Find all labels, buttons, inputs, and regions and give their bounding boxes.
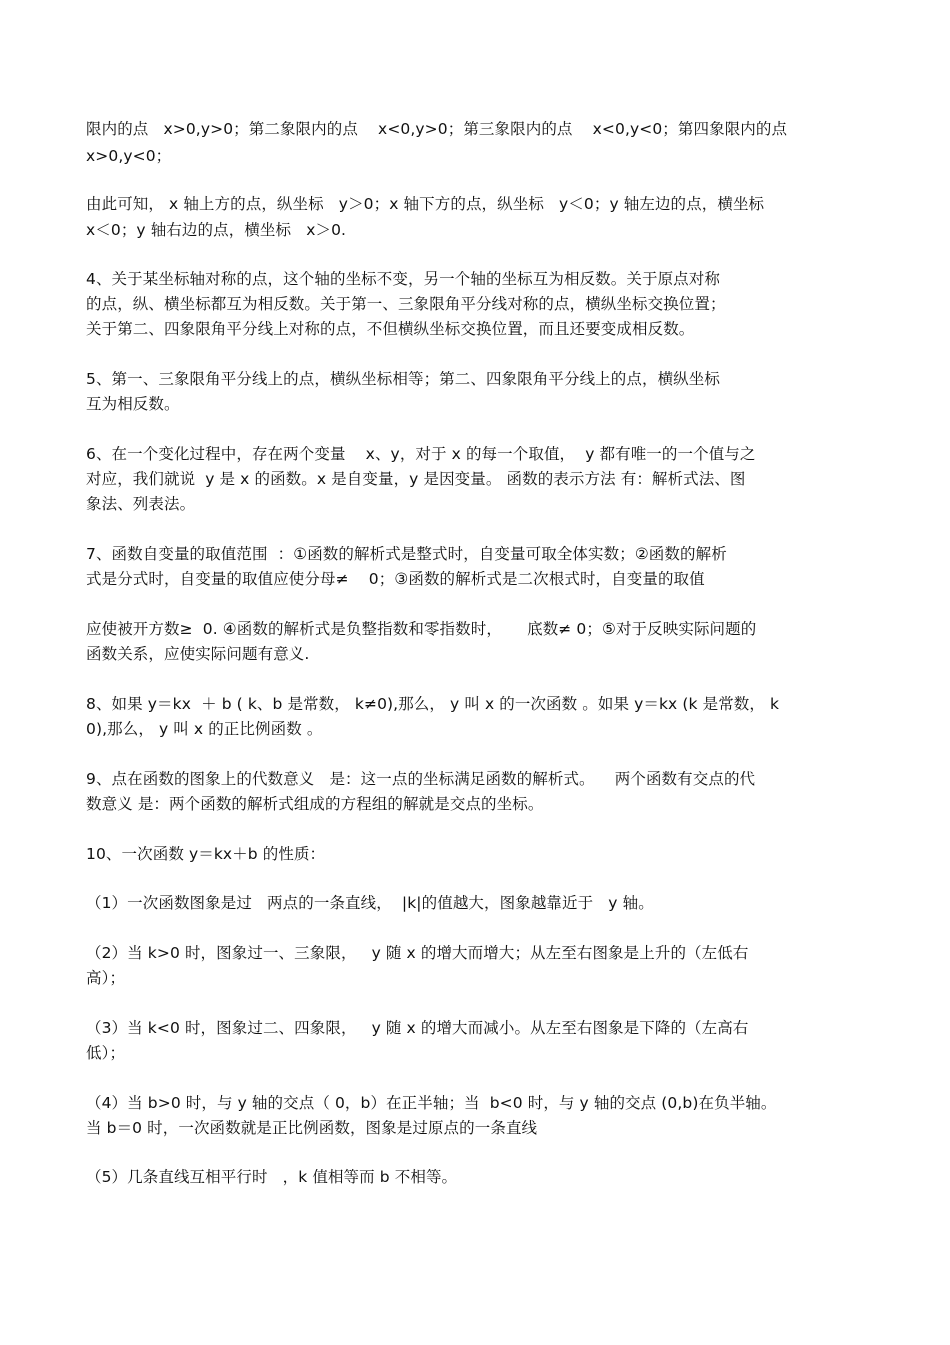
text-line: （1）一次函数图象是过 两点的一条直线， |k|的值越大，图象越靠近于 y 轴。	[86, 894, 654, 912]
text-line: 8、如果 y＝kx ＋ b ( k、b 是常数， k≠0),那么， y 叫 x 的一次函数 。如果 y＝kx (k 是常数， k	[86, 695, 780, 713]
text-line: x>0,y<0；	[86, 147, 172, 165]
text-line: 关于第二、四象限角平分线上对称的点，不但横纵坐标交换位置，而且还要变成相反数。	[86, 320, 695, 338]
text-line: 5、第一、三象限角平分线上的点，横纵坐标相等；第二、四象限角平分线上的点，横纵坐标	[86, 370, 720, 388]
text-line: 象法、列表法。	[86, 495, 196, 513]
text-line: x＜0；y 轴右边的点，横坐标 x＞0.	[86, 221, 347, 239]
text-line: 高）；	[86, 969, 126, 987]
text-line: 应使被开方数≥ 0. ④函数的解析式是负整指数和零指数时， 底数≠ 0；⑤对于反映实际问题的	[86, 620, 757, 638]
text-line: 4、关于某坐标轴对称的点，这个轴的坐标不变，另一个轴的坐标互为相反数。关于原点对称	[86, 270, 720, 288]
text-line: 限内的点 x>0,y>0；第二象限内的点 x<0,y>0；第三象限内的点 x<0,y<0；第四象限内的点	[86, 120, 788, 138]
text-line: 0),那么， y 叫 x 的正比例函数 。	[86, 720, 323, 738]
text-line: 对应，我们就说 y 是 x 的函数。x 是自变量，y 是因变量。 函数的表示方法 有：解析式法、图	[86, 470, 746, 488]
text-line: 9、点在函数的图象上的代数意义 是：这一点的坐标满足函数的解析式。 两个函数有交点的代	[86, 770, 756, 788]
text-line: 互为相反数。	[86, 395, 180, 413]
text-line: 当 b＝0 时，一次函数就是正比例函数，图象是过原点的一条直线	[86, 1119, 538, 1137]
text-line: 由此可知， x 轴上方的点，纵坐标 y＞0；x 轴下方的点，纵坐标 y＜0；y 轴左边的点，横坐标	[86, 195, 765, 213]
text-line: （5）几条直线互相平行时 ，k 值相等而 b 不相等。	[86, 1168, 458, 1186]
text-line: 10、一次函数 y＝kx＋b 的性质：	[86, 845, 326, 863]
text-line: 函数关系，应使实际问题有意义.	[86, 645, 310, 663]
text-line: 数意义 是：两个函数的解析式组成的方程组的解就是交点的坐标。	[86, 795, 544, 813]
text-line: （2）当 k>0 时，图象过一、三象限， y 随 x 的增大而增大；从左至右图象是上升的（左低右	[86, 944, 749, 962]
text-line: 式是分式时，自变量的取值应使分母≠ 0；③函数的解析式是二次根式时，自变量的取值	[86, 570, 705, 588]
text-line: （4）当 b>0 时，与 y 轴的交点（ 0，b）在正半轴；当 b<0 时，与 y 轴的交点 (0,b)在负半轴。	[86, 1094, 777, 1112]
text-line: （3）当 k<0 时，图象过二、四象限， y 随 x 的增大而减小。从左至右图象是下降的（左高右	[86, 1019, 749, 1037]
text-line: 6、在一个变化过程中，存在两个变量 x、y，对于 x 的每一个取值， y 都有唯一的一个值与之	[86, 445, 756, 463]
text-line: 7、函数自变量的取值范围 ：①函数的解析式是整式时，自变量可取全体实数；②函数的解析	[86, 545, 727, 563]
text-line: 低）；	[86, 1044, 126, 1062]
text-line: 的点，纵、横坐标都互为相反数。关于第一、三象限角平分线对称的点，横纵坐标交换位置；	[86, 295, 726, 313]
